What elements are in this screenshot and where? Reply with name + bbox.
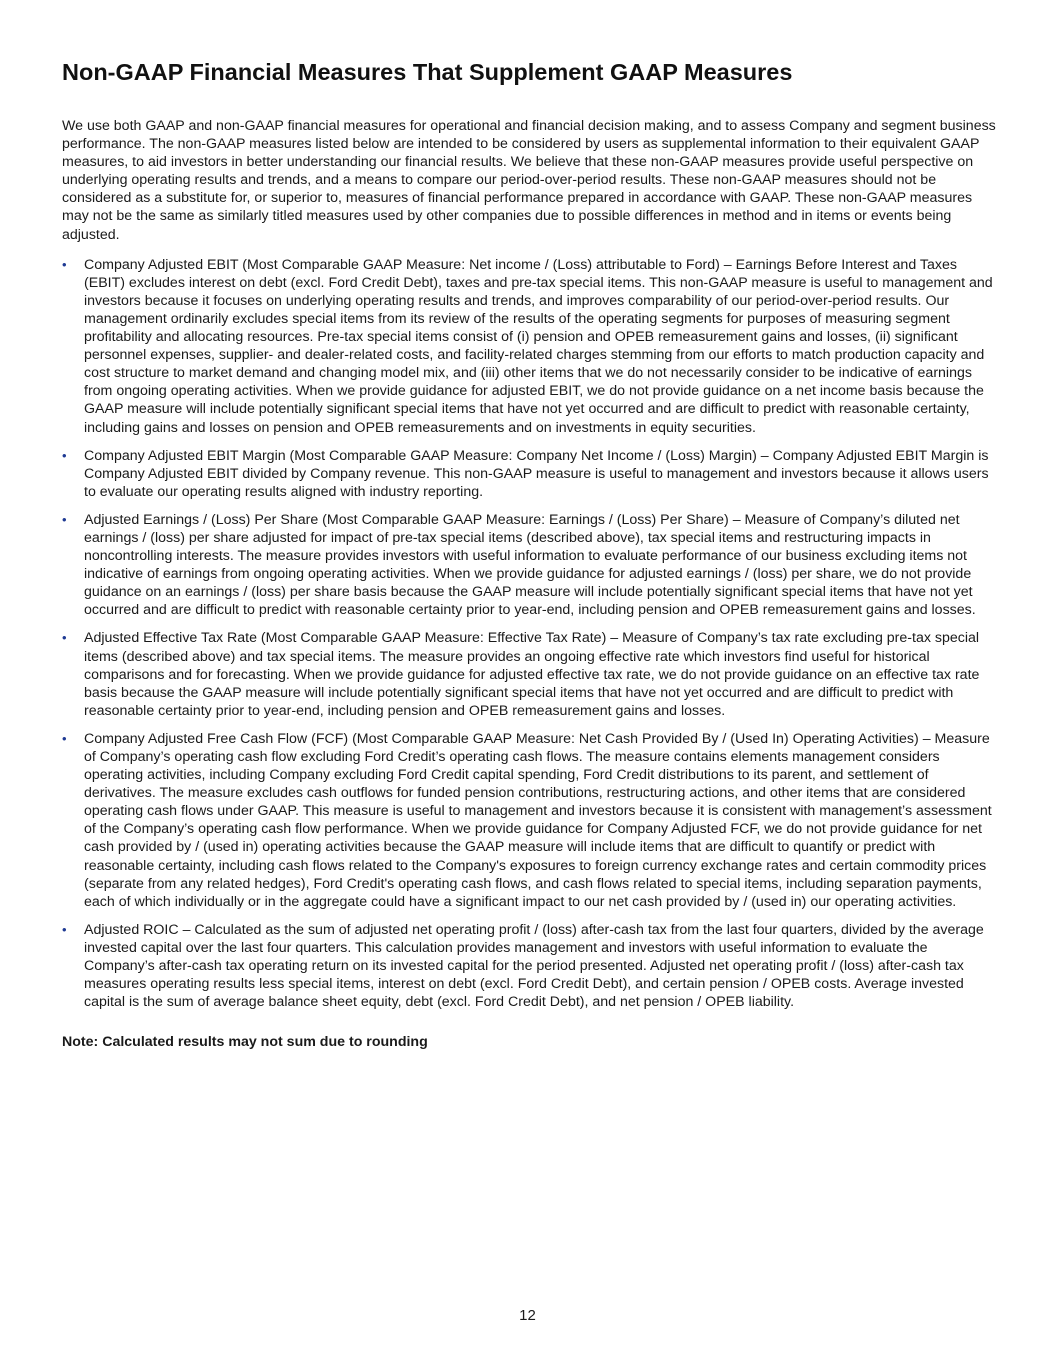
bullet-icon: •: [62, 921, 67, 937]
measures-list: [62, 256, 997, 1012]
bullet-icon: •: [62, 630, 67, 646]
bullet-icon: •: [62, 511, 67, 527]
list-item-text: Company Adjusted EBIT Margin (Most Comparable GAAP Measure: Company Net Income / (Loss) Margin) – Company Adjusted EBIT Margin is Company Adjusted EBIT divided by Company revenue. This non-GAAP measure is useful to management and investors because it allows users to evaluate our operating results aligned with industry reporting.: [84, 447, 989, 500]
bullet-icon: •: [62, 256, 67, 272]
list-item: [62, 447, 997, 501]
list-item: [62, 629, 997, 719]
bullet-icon: •: [62, 730, 67, 746]
intro-paragraph: We use both GAAP and non-GAAP financial measures for operational and financial decision making, and to assess Company and segment business performance. The non-GAAP measures listed below are intended to be considered by users as supplemental information to their equivalent GAAP measures, to aid investors in better understanding our financial results. We believe that these non-GAAP measures provide useful perspective on underlying operating results and trends, and a means to compare our period-over-period results. These non-GAAP measures should not be considered as a substitute for, or superior to, measures of financial performance prepared in accordance with GAAP. These non-GAAP measures may not be the same as similarly titled measures used by other companies due to possible differences in method and in items or events being adjusted.: [62, 118, 996, 243]
page-number: 12: [519, 1307, 536, 1324]
page-title: Non-GAAP Financial Measures That Supplement GAAP Measures: [62, 59, 793, 85]
list-item-text: Company Adjusted EBIT (Most Comparable GAAP Measure: Net income / (Loss) attributable to Ford) – Earnings Before Interest and Taxes (EBIT) excludes interest on debt (excl. Ford Credit Debt), taxes and pre-tax special items. This non-GAAP measure is useful to management and investors because it focuses on underlying operating results and trends, and improves comparability of our period-over-period results. Our management ordinarily excludes special items from its review of the results of the operating segments for purposes of measuring segment profitability and allocating resources. Pre-tax special items consist of (i) pension and OPEB remeasurement gains and losses, (ii) significant personnel expenses, supplier- and dealer-related costs, and facility-related charges stemming from our efforts to match production capacity and cost structure to market demand and changing model mix, and (iii) other items that we do not necessarily consider to be indicative of earnings from ongoing operating activities. When we provide guidance for adjusted EBIT, we do not provide guidance on a net income basis because the GAAP measure will include potentially significant special items that have not yet occurred and are difficult to predict with reasonable certainty, including gains and losses on pension and OPEB remeasurements and on investments in equity securities.: [84, 256, 993, 436]
list-item: [62, 730, 997, 911]
list-item-text: Adjusted Effective Tax Rate (Most Comparable GAAP Measure: Effective Tax Rate) – Measure of Company’s tax rate excluding pre-tax special items (described above) and tax special items. The measure provides an ongoing effective rate which investors find useful for historical comparisons and for forecasting. When we provide guidance for adjusted effective tax rate, we do not provide guidance on an effective tax rate basis because the GAAP measure will include potentially significant special items that have not yet occurred and are difficult to predict with reasonable certainty prior to year-end, including pension and OPEB remeasurement gains and losses.: [84, 630, 980, 719]
list-item: [62, 511, 997, 620]
list-item: [62, 256, 997, 437]
list-item: [62, 921, 997, 1011]
list-item-text: Adjusted ROIC – Calculated as the sum of adjusted net operating profit / (loss) after-cash tax from the last four quarters, divided by the average invested capital over the last four quarters. This calculation provides management and investors with useful information to evaluate the Company’s after-cash tax operating return on its invested capital for the period presented. Adjusted net operating profit / (loss) after-cash tax measures operating results less special items, interest on debt (excl. Ford Credit Debt), and certain pension / OPEB costs. Average invested capital is the sum of average balance sheet equity, debt (excl. Ford Credit Debt), and net pension / OPEB liability.: [84, 921, 984, 1011]
list-item-text: Company Adjusted Free Cash Flow (FCF) (Most Comparable GAAP Measure: Net Cash Provided By / (Used In) Operating Activities) – Measure of Company’s operating cash flow excluding Ford Credit’s operating cash flows. The measure contains elements management considers operating activities, including Company excluding Ford Credit capital spending, Ford Credit distributions to its parent, and settlement of derivatives. The measure excludes cash outflows for funded pension contributions, restructuring actions, and other items that are considered operating cash flows under GAAP. This measure is useful to management and investors because it is consistent with management’s assessment of the Company’s operating cash flow performance. When we provide guidance for Company Adjusted FCF, we do not provide guidance for net cash provided by / (used in) operating activities because the GAAP measure will include items that are difficult to quantify or predict with reasonable certainty, including cash flows related to the Company's exposures to foreign currency exchange rates and certain commodity prices (separate from any related hedges), Ford Credit's operating cash flows, and cash flows related to special items, including separation payments, each of which individually or in the aggregate could have a significant impact to our net cash provided by / (used in) our operating activities.: [84, 730, 992, 910]
rounding-note: Note: Calculated results may not sum due to rounding: [62, 1034, 428, 1051]
document-page: [62, 56, 997, 1051]
bullet-icon: •: [62, 447, 67, 463]
list-item-text: Adjusted Earnings / (Loss) Per Share (Most Comparable GAAP Measure: Earnings / (Loss) Per Share) – Measure of Company’s diluted net earnings / (loss) per share adjusted for impact of pre-tax special items (described above), tax special items and restructuring impacts in noncontrolling interests. The measure provides investors with useful information to evaluate performance of our business excluding items not indicative of earnings from ongoing operating activities. When we provide guidance for adjusted earnings / (loss) per share, we do not provide guidance on an earnings / (loss) per share basis because the GAAP measure will include potentially significant special items that have not yet occurred and are difficult to predict with reasonable certainty prior to year-end, including pension and OPEB remeasurement gains and losses.: [84, 511, 976, 619]
